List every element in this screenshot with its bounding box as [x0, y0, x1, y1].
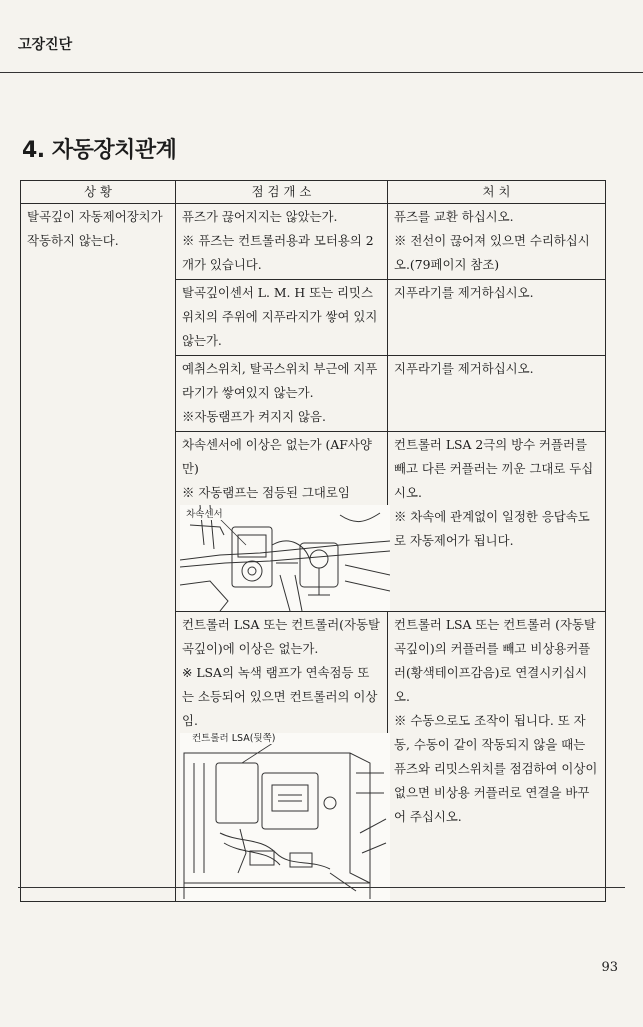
check-note: ※ LSA의 녹색 램프가 연속점등 또는 소등되어 있으면 컨트롤러의 이상임.	[182, 665, 378, 728]
check-text: 탈곡깊이센서 L. M. H 또는 리밋스위치의 주위에 지푸라지가 쌓여 있지 않는가.	[182, 285, 378, 348]
action-cell	[388, 612, 606, 902]
check-cell	[176, 432, 388, 612]
action-cell	[388, 432, 606, 612]
situation-cell	[21, 204, 176, 902]
check-cell	[176, 356, 388, 432]
section-title: 4. 자동장치관계	[22, 138, 177, 163]
check-text: 퓨즈가 끊어지지는 않았는가.	[182, 209, 338, 224]
action-text: 퓨즈를 교환 하십시오.	[394, 209, 514, 224]
action-text: 지푸라기를 제거하십시오.	[394, 285, 534, 300]
check-cell	[176, 612, 388, 902]
controller-label: 컨트롤러 LSA(뒷쪽)	[192, 733, 276, 744]
speed-sensor-label: 차속센서	[186, 509, 223, 520]
situation-text: 탈곡깊이 자동제어장치가 작동하지 않는다.	[27, 209, 163, 248]
action-text: 컨트롤러 LSA 2극의 방수 커플러를 빼고 다른 커플러는 끼운 그대로 두십시오.	[394, 437, 594, 500]
action-cell	[388, 356, 606, 432]
speed-sensor-illustration	[180, 505, 390, 611]
check-note: ※ 퓨즈는 컨트롤러용과 모터용의 2개가 있습니다.	[182, 233, 374, 272]
footer-divider	[18, 887, 625, 888]
header-action	[388, 181, 606, 204]
page-number: 93	[601, 960, 618, 975]
action-cell	[388, 280, 606, 356]
check-text: 컨트롤러 LSA 또는 컨트롤러(자동탈곡깊이)에 이상은 없는가.	[182, 617, 380, 656]
action-note: ※ 차속에 관계없이 일정한 응답속도로 자동제어가 됩니다.	[394, 509, 590, 548]
controller-illustration	[180, 733, 390, 901]
table-row	[21, 204, 606, 280]
action-text: 컨트롤러 LSA 또는 컨트롤러 (자동탈곡깊이)의 커플러를 빼고 비상용커플러(황색테이프감음)로 연결시키십시오.	[394, 617, 596, 704]
action-note: ※ 전선이 끊어져 있으면 수리하십시오.(79페이지 참조)	[394, 233, 590, 272]
check-text: 차속센서에 이상은 없는가 (AF사양만)	[182, 437, 372, 476]
header-check	[176, 181, 388, 204]
header-check-label: 점 검 개 소	[251, 184, 312, 199]
header-action-label: 처 치	[482, 184, 511, 199]
check-text: 예취스위치, 탈곡스위치 부근에 지푸라기가 쌓여있지 않는가.	[182, 361, 378, 400]
header-divider	[0, 72, 643, 73]
header-situation-label: 상 황	[84, 184, 112, 199]
action-note: ※ 수동으로도 조작이 됩니다. 또 자동, 수동이 같이 작동되지 않을 때는 퓨즈와 리밋스위치를 점검하여 이상이 없으면 비상용 커플러로 연결을 바꾸어 주십시오.	[394, 713, 598, 824]
check-cell	[176, 280, 388, 356]
header-title: 고장진단	[18, 37, 73, 53]
table-header-row	[21, 181, 606, 204]
controller-figure	[180, 733, 390, 901]
check-note: ※ 자동램프는 점등된 그대로임	[182, 485, 350, 500]
action-cell	[388, 204, 606, 280]
troubleshooting-table	[20, 180, 606, 902]
speed-sensor-figure	[180, 505, 390, 611]
action-text: 지푸라기를 제거하십시오.	[394, 361, 534, 376]
check-note: ※자동램프가 켜지지 않음.	[182, 409, 326, 424]
check-cell	[176, 204, 388, 280]
header-situation	[21, 181, 176, 204]
